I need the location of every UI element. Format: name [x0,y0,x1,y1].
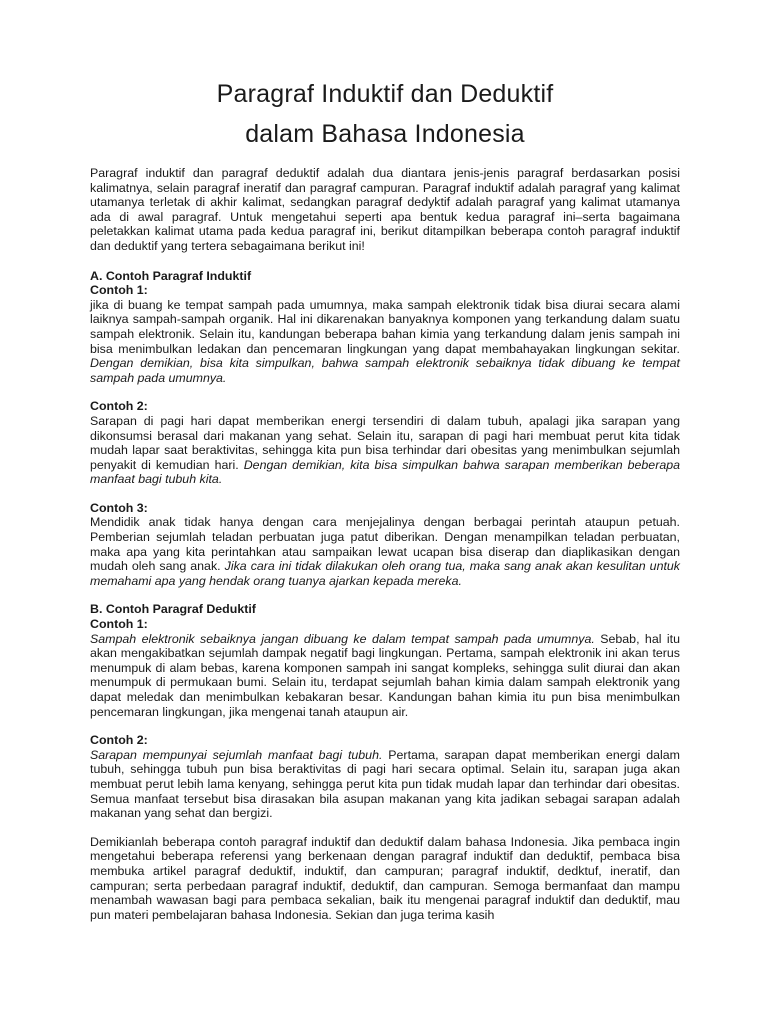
title-line-2: dalam Bahasa Indonesia [245,120,525,148]
section-a-example-1-label: Contoh 1: [90,283,148,298]
example-body: Sarapan di pagi hari dapat memberikan energi tersendiri di dalam tubuh, apalagi jika sarapan yang dikonsumsi berasal dari makanan yang sehat. Selain itu, sarapan di pagi hari membuat perut kita tidak mudah lapar saat beraktivitas, sehingga kita pun bisa terhindar dari obesitas yang menimbulkan sejumlah penyakit di kemudian hari. [90,413,680,472]
example-topic-sentence: Sarapan mempunyai sejumlah manfaat bagi tubuh. [90,747,383,762]
closing-paragraph: Demikianlah beberapa contoh paragraf induktif dan deduktif dalam bahasa Indonesia. Jika pembaca ingin mengetahui beberapa referensi yang berkenaan dengan paragraf induktif dan deduktif, pembaca bisa membuka artikel paragraf deduktif, induktif, dan campuran; paragraf induktif, dedktuf, ineratif, dan campuran; serta perbedaan paragraf induktif, deduktif, dan campuran. Semoga bermanfaat dan mampu menambah wawasan bagi para pembaca sekalian, baik itu mengenai paragraf induktif dan deduktif, mau pun materi pembelajaran bahasa Indonesia. Sekian dan juga terima kasih [90,834,680,922]
document-title-block [90,74,680,154]
section-b-example-1-label: Contoh 1: [90,617,148,632]
example-body: Sebab, hal itu akan mengakibatkan sejumlah dampak negatif bagi lingkungan. Pertama, sampah elektronik ini akan terus menumpuk di alam bebas, karena komponen sampah ini sangat kompleks, sehingga sulit diurai dan akan menumpuk di permukaan bumi. Selain itu, terdapat sejumlah bahan kimia dalam sampah elektronik yang dapat meledak dan menimbulkan kebakaran besar. Kandungan bahan kimia itu pun bisa menimbulkan pencemaran lingkungan, jika mengenai tanah ataupun air. [90,631,680,719]
section-a-example-3-text [90,515,680,588]
example-conclusion: Jika cara ini tidak dilakukan oleh orang tua, maka sang anak akan kesulitan untuk memahami apa yang hendak orang tuanya ajarkan kepada mereka. [90,559,680,588]
section-a-heading: A. Contoh Paragraf Induktif [90,268,252,283]
example-body: jika di buang ke tempat sampah pada umumnya, maka sampah elektronik tidak bisa diurai secara alami laiknya sampah-sampah organik. Hal ini dikarenakan banyaknya komponen yang terkandung dalam suatu sampah elektronik. Selain itu, kandungan beberapa bahan kimia yang terkandung dalam jenis sampah ini bisa menimbulkan ledakan dan pencemaran lingkungan yang dapat membahayakan lingkungan sekitar. [90,297,680,356]
section-b-example-2-label: Contoh 2: [90,733,148,748]
example-topic-sentence: Sampah elektronik sebaiknya jangan dibuang ke dalam tempat sampah pada umumnya. [90,631,595,646]
title-line-1: Paragraf Induktif dan Deduktif [216,80,554,108]
example-conclusion: Dengan demikian, kita bisa simpulkan bahwa sarapan memberikan beberapa manfaat bagi tubuh kita. [90,457,680,487]
section-b-example-2-text [90,748,680,821]
section-a-example-3-label: Contoh 3: [90,500,148,515]
section-b-example-1-text [90,632,680,720]
example-conclusion: Dengan demikian, bisa kita simpulkan, bahwa sampah elektronik sebaiknya tidak dibuang ke tempat sampah pada umumnya. [90,356,680,385]
example-body: Mendidik anak tidak hanya dengan cara menjejalinya dengan berbagai perintah ataupun petuah. Pemberian sejumlah teladan perbuatan juga patut diberikan. Dengan menampilkan teladan perbuatan, maka apa yang kita perintahkan atau sampaikan lewat ucapan bisa diserap dan diaplikasikan dengan mudah oleh sang anak. [90,515,680,574]
example-body: Pertama, sarapan dapat memberikan energi dalam tubuh, sehingga tubuh pun bisa beraktivitas di pagi hari secara optimal. Selain itu, sarapan juga akan membuat perut lebih lama kenyang, sehingga perut kita pun tidak mudah lapar dan terhindar dari obesitas. Semua manfaat tersebut bisa dirasakan bila asupan makanan yang kita jadikan sebagai sarapan adalah makanan yang sehat dan bergizi. [90,747,680,821]
section-a-example-1-text [90,298,680,386]
document-title [90,74,680,154]
intro-paragraph: Paragraf induktif dan paragraf deduktif adalah dua diantara jenis-jenis paragraf berdasarkan posisi kalimatnya, selain paragraf ineratif dan paragraf campuran. Paragraf induktif adalah paragraf yang kalimat utamanya terletak di akhir kalimat, sedangkan paragraf dedyktif adalah paragraf yang kalimat utamanya ada di awal paragraf. Untuk mengetahui seperti apa bentuk kedua paragraf ini–serta bagaimana peletakkan kalimat utama pada kedua paragraf ini, berikut ditampilkan beberapa contoh paragraf induktif dan deduktif yang tertera sebagaimana berikut ini! [90,166,680,253]
section-a-example-2-label: Contoh 2: [90,399,148,414]
section-a-example-2-text [90,414,680,487]
section-b-heading: B. Contoh Paragraf Deduktif [90,602,256,617]
